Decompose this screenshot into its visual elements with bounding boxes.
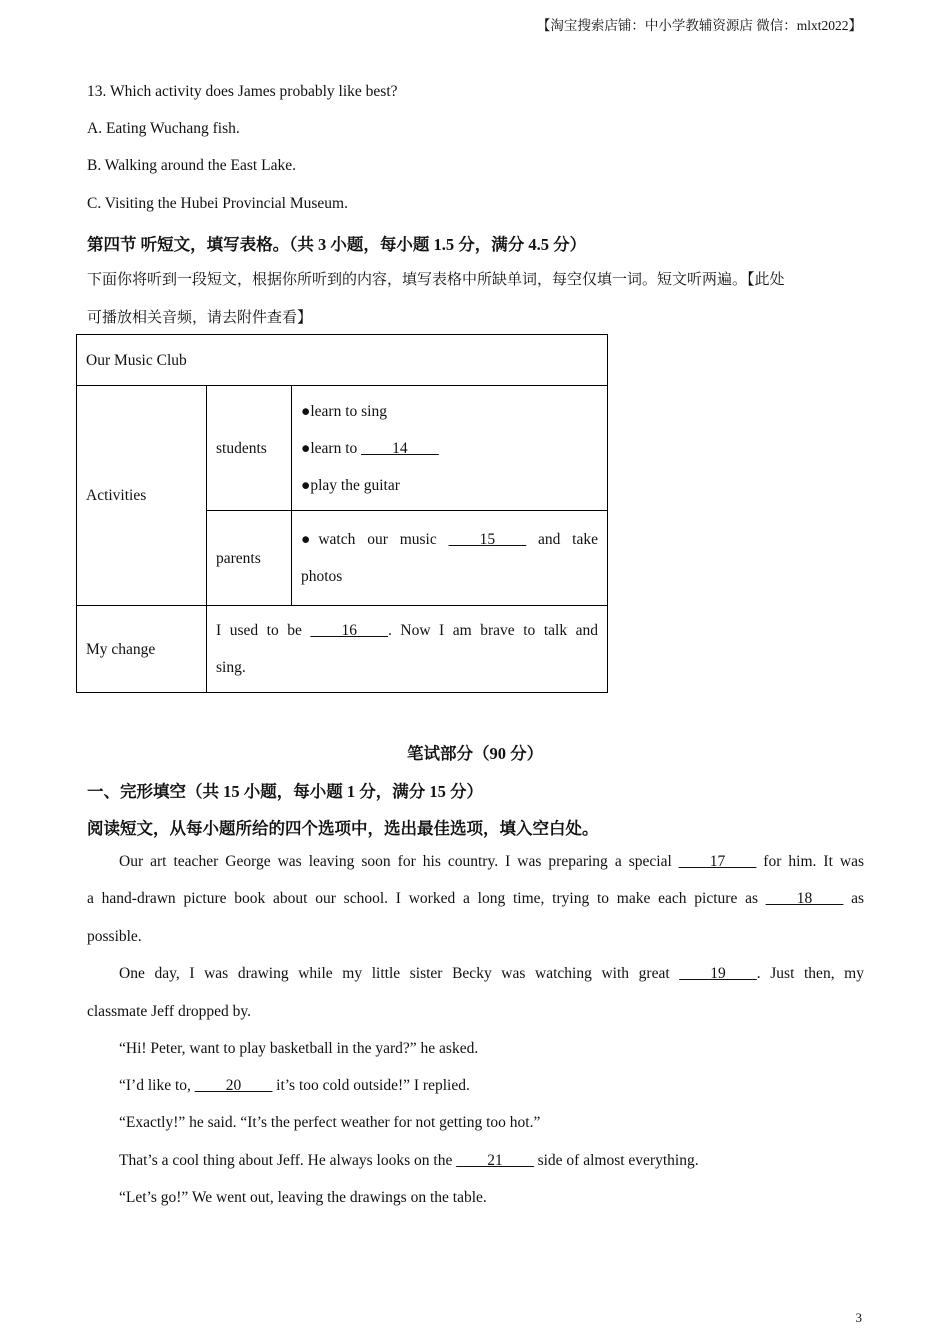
- parents-label: parents: [207, 511, 292, 606]
- section-4-title: 第四节 听短文，填写表格。（共 3 小题，每小题 1.5 分，满分 4.5 分）: [87, 235, 587, 254]
- blank-16[interactable]: ____16____: [310, 622, 388, 639]
- passage-p1-line2: a hand-drawn picture book about our school. I worked a long time, trying to make each picture as ____18____ as: [87, 890, 864, 907]
- cloze-instruction: 阅读短文，从每小题所给的四个选项中，选出最佳选项，填入空白处。: [87, 819, 599, 838]
- cloze-section-title: 一、完形填空（共 15 小题，每小题 1 分，满分 15 分）: [87, 782, 483, 801]
- table-title: Our Music Club: [77, 335, 608, 386]
- option-c: C. Visiting the Hubei Provincial Museum.: [87, 195, 348, 212]
- change-line2: sing.: [216, 659, 246, 676]
- student-item-blank: ●learn to ____14____: [301, 439, 439, 457]
- passage-p4: “I’d like to, ____20____ it’s too cold outside!” I replied.: [119, 1077, 470, 1094]
- passage-p6: That’s a cool thing about Jeff. He always looks on the ____21____ side of almost everything.: [119, 1152, 699, 1169]
- blank-18[interactable]: ____18____: [765, 890, 844, 907]
- passage-p2-line1: One day, I was drawing while my little sister Becky was watching with great ____19____. Just then, my: [119, 965, 864, 982]
- parents-item-line1: ●watch our music ____15____ and take: [301, 531, 598, 548]
- students-label: students: [207, 386, 292, 511]
- music-club-table: [76, 334, 608, 693]
- passage-p5: “Exactly!” he said. “It’s the perfect weather for not getting too hot.”: [119, 1114, 541, 1131]
- blank-20[interactable]: ____20____: [194, 1077, 273, 1094]
- question-13-stem: 13. Which activity does James probably like best?: [87, 83, 398, 100]
- page-number: 3: [855, 1310, 862, 1325]
- student-item-sing: ●learn to sing: [301, 402, 387, 420]
- blank-15[interactable]: ____15____: [448, 531, 527, 548]
- students-activities: [292, 386, 608, 511]
- section-4-instruction-line2: 可播放相关音频，请去附件查看】: [87, 310, 313, 326]
- blank-14[interactable]: ____14____: [361, 439, 439, 457]
- passage-p7: “Let’s go!” We went out, leaving the drawings on the table.: [119, 1189, 487, 1206]
- section-4-instruction-line1: 下面你将听到一段短文，根据你所听到的内容，填写表格中所缺单词，每空仅填一词。短文听两遍。【此处: [87, 272, 785, 288]
- blank-19[interactable]: ____19____: [679, 965, 757, 982]
- passage-p2-line2: classmate Jeff dropped by.: [87, 1003, 251, 1020]
- activities-label: Activities: [77, 386, 207, 606]
- student-item-guitar: ●play the guitar: [301, 476, 400, 494]
- page-header: 【淘宝搜索店铺：中小学教辅资源店 微信：mlxt2022】: [536, 18, 862, 33]
- parents-activities: [292, 511, 608, 606]
- blank-17[interactable]: ____17____: [678, 853, 757, 870]
- option-a: A. Eating Wuchang fish.: [87, 120, 240, 137]
- passage-p1-line3: possible.: [87, 928, 142, 945]
- parents-item-line2: photos: [301, 568, 343, 585]
- change-content: [207, 606, 608, 693]
- passage-p3: “Hi! Peter, want to play basketball in the yard?” he asked.: [119, 1040, 479, 1057]
- change-label: My change: [77, 606, 207, 693]
- written-part-title: 笔试部分（90 分）: [406, 744, 544, 763]
- option-b: B. Walking around the East Lake.: [87, 157, 296, 174]
- blank-21[interactable]: ____21____: [456, 1152, 534, 1169]
- change-line1: I used to be ____16____. Now I am brave to talk and: [216, 622, 598, 639]
- passage-p1-line1: Our art teacher George was leaving soon for his country. I was preparing a special ____17____ for him. It was: [119, 853, 864, 870]
